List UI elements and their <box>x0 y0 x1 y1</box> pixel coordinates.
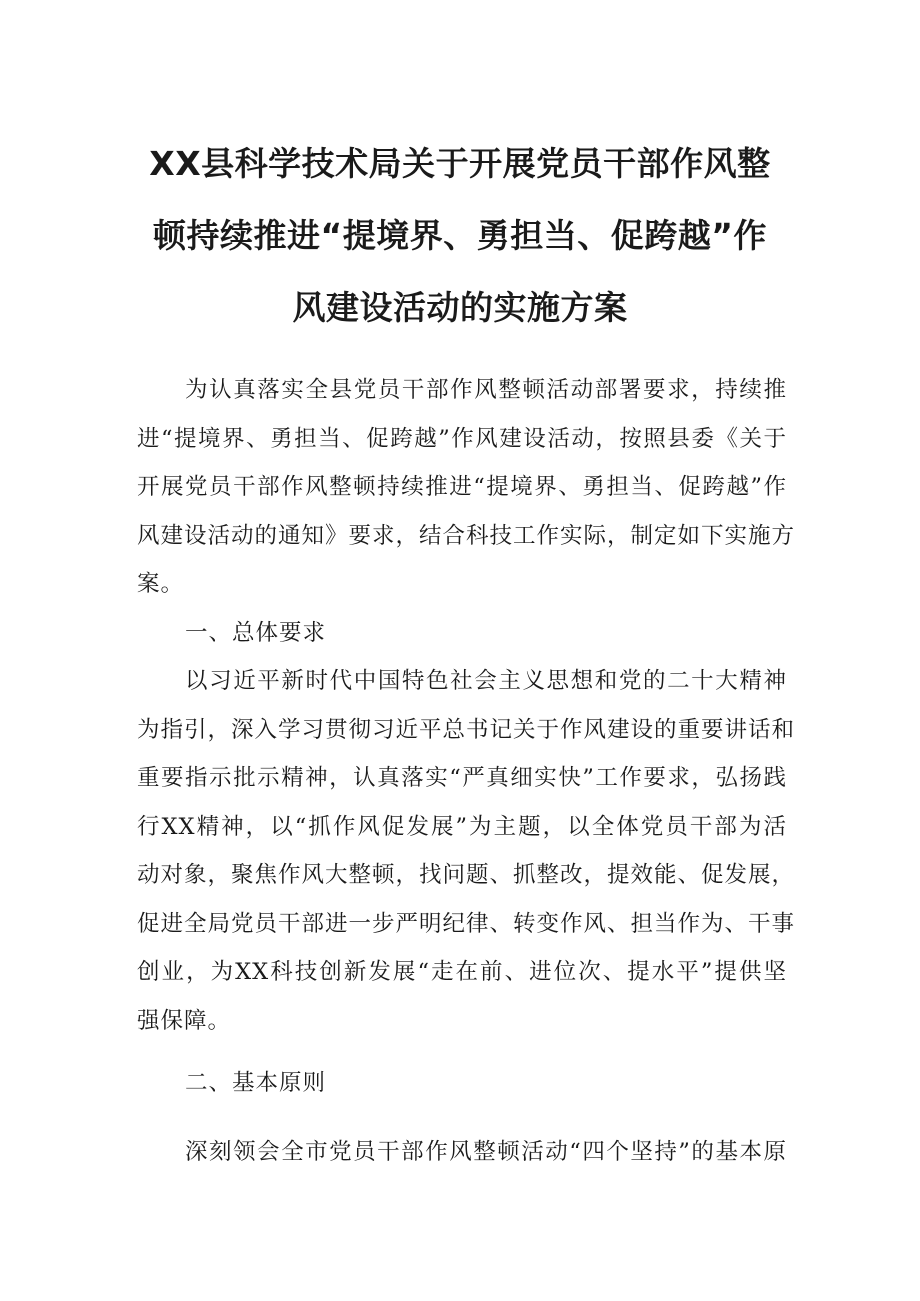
paragraph-line: 深刻领会全市党员干部作风整顿活动“四个坚持”的基本原 <box>185 1138 787 1165</box>
paragraph-line: 案。 <box>137 571 185 597</box>
paragraph-line: 动对象，聚焦作风大整顿，找问题、抓整改，提效能、促发展， <box>137 862 796 888</box>
paragraph-line: 开展党员干部作风整顿持续推进“提境界、勇担当、促跨越”作 <box>137 474 787 500</box>
spacer <box>137 1108 787 1128</box>
paragraph-line: 为指引，深入学习贯彻习近平总书记关于作风建设的重要讲话和 <box>137 716 796 743</box>
section2-paragraph <box>137 1128 787 1177</box>
paragraph-line: 重要指示批示精神，认真落实“严真细实快”工作要求，弘扬践 <box>137 765 787 791</box>
section-heading-basic-principles: 二、基本原则 <box>185 1070 327 1096</box>
paragraph-line: 以习近平新时代中国特色社会主义思想和党的二十大精神 <box>185 668 787 694</box>
paragraph-line: 风建设活动的通知》要求，结合科技工作实际，制定如下实施方 <box>137 522 796 549</box>
title-line: XX县科学技术局关于开展党员干部作风整 <box>149 144 771 183</box>
paragraph-line: 创业，为XX科技创新发展“走在前、进位次、提水平”提供坚 <box>137 959 787 985</box>
paragraph-line: 促进全局党员干部进一步严明纪律、转变作风、担当作为、干事 <box>137 910 796 937</box>
paragraph-line: 为认真落实全县党员干部作风整顿活动部署要求，持续推 <box>185 377 787 403</box>
title-line: 风建设活动的实施方案 <box>292 288 628 327</box>
section-heading-overall-requirements: 一、总体要求 <box>185 619 327 646</box>
section1-paragraph <box>137 657 796 1045</box>
document-title <box>120 128 800 344</box>
paragraph-line: 进“提境界、勇担当、促跨越”作风建设活动，按照县委《关于 <box>137 425 787 452</box>
intro-paragraph <box>137 366 796 609</box>
paragraph-line: 强保障。 <box>137 1007 232 1034</box>
paragraph-line: 行XX精神，以“抓作风促发展”为主题，以全体党员干部为活 <box>137 813 787 840</box>
spacer <box>137 1045 787 1059</box>
title-line: 顿持续推进“提境界、勇担当、促跨越”作 <box>153 216 767 255</box>
document-body <box>137 366 796 1176</box>
